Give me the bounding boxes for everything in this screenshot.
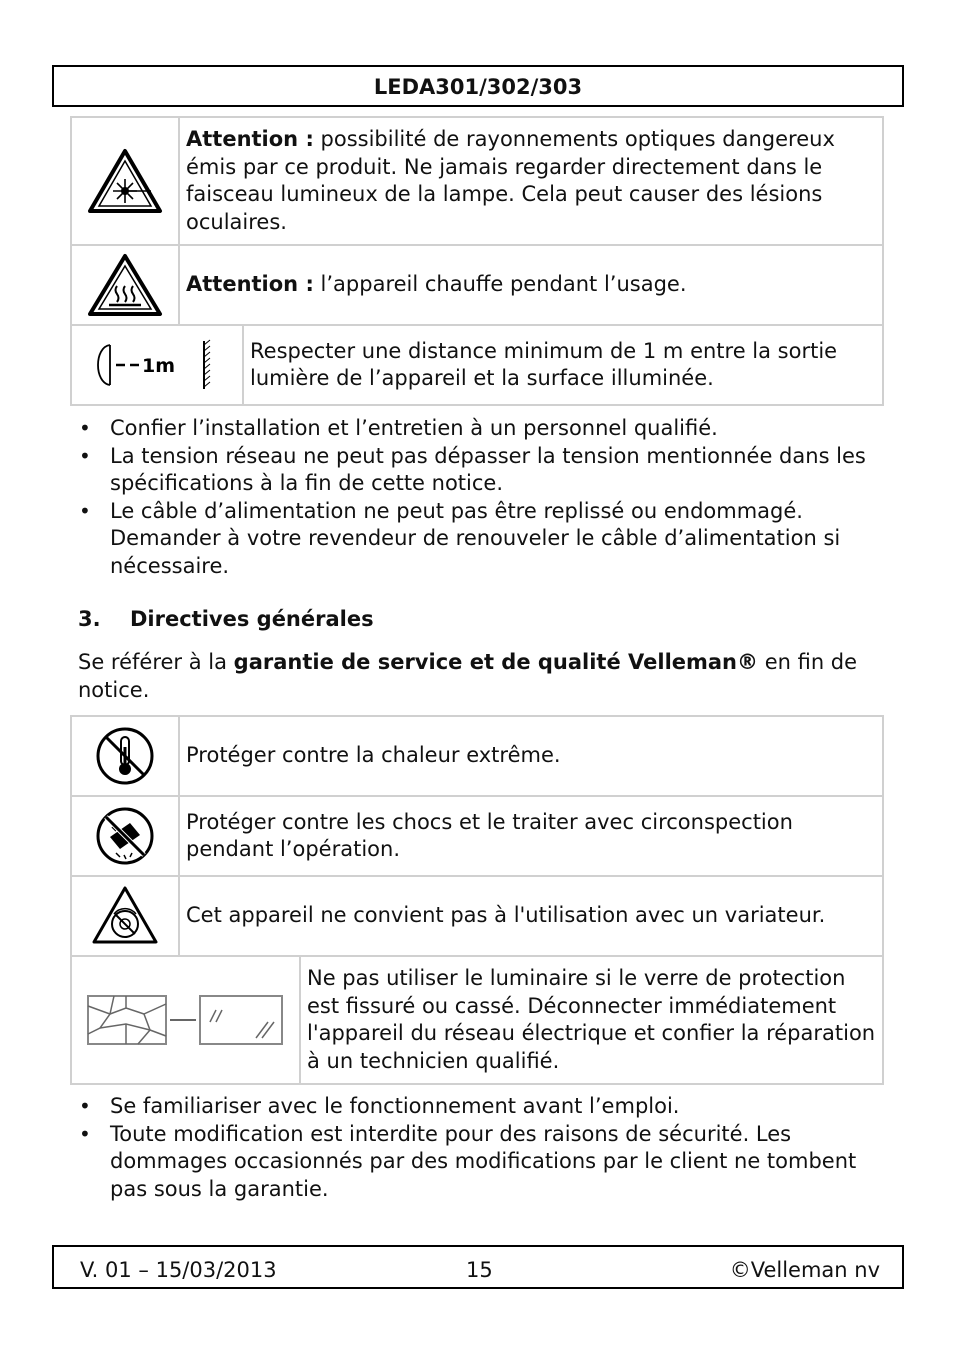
intro-text: Se référer à la bbox=[78, 650, 234, 674]
guideline-row bbox=[71, 956, 883, 1084]
header-title: LEDA301/302/303 bbox=[373, 75, 583, 99]
guideline-text: Cet appareil ne convient pas à l'utilisation avec un variateur. bbox=[186, 903, 826, 928]
no-dimmer-icon bbox=[71, 876, 179, 956]
warning-text: Respecter une distance minimum de 1 m entre la sortie lumière de l’appareil et la surface illuminée. bbox=[250, 338, 838, 390]
intro-bold: garantie de service et de qualité Velleman® bbox=[233, 650, 759, 674]
list-item: • Se familiariser avec le fonctionnement avant l’emploi. bbox=[78, 1093, 888, 1121]
guideline-text: Protéger contre les chocs et le traiter avec circonspection pendant l’opération. bbox=[186, 809, 793, 861]
warning-table bbox=[70, 116, 884, 406]
guideline-row bbox=[71, 796, 883, 876]
no-heat-icon bbox=[71, 716, 179, 796]
list-item: • La tension réseau ne peut pas dépasser la tension mentionnée dans les spécifications à la fin de cette notice. bbox=[78, 443, 888, 498]
hot-surface-warning-icon bbox=[71, 245, 179, 325]
intro-paragraph bbox=[78, 649, 878, 704]
warning-bold-label: Attention : bbox=[186, 127, 314, 151]
list-item: • Le câble d’alimentation ne peut pas être replissé ou endommagé. Demander à votre revendeur de renouveler le câble d’alimentation si nécessaire. bbox=[78, 498, 888, 581]
warning-row bbox=[71, 325, 883, 405]
bullet-list-top bbox=[78, 415, 888, 580]
warning-row bbox=[71, 245, 883, 325]
page-header bbox=[52, 65, 904, 107]
section-number: 3. bbox=[78, 607, 101, 631]
warning-text: l’appareil chauffe pendant l’usage. bbox=[313, 272, 687, 297]
broken-glass-icon bbox=[71, 956, 300, 1084]
section-title: Directives générales bbox=[130, 607, 374, 631]
guideline-text: Protéger contre la chaleur extrême. bbox=[186, 743, 561, 768]
page-number: 15 bbox=[466, 1258, 493, 1282]
laser-warning-icon bbox=[71, 117, 179, 245]
guideline-row bbox=[71, 716, 883, 796]
intro-text-end: en fin de notice. bbox=[78, 650, 858, 702]
guideline-row bbox=[71, 876, 883, 956]
page-footer bbox=[52, 1245, 904, 1289]
list-item: • Confier l’installation et l’entretien à un personnel qualifié. bbox=[78, 415, 888, 443]
warning-row bbox=[71, 117, 883, 245]
distance-label: 1m bbox=[142, 355, 176, 377]
guideline-text: Ne pas utiliser le luminaire si le verre de protection est fissuré ou cassé. Déconnecter immédiatement l'appareil du réseau électrique et confier la réparation à un technicien qualifié. bbox=[307, 966, 876, 1073]
warning-text: possibilité de rayonnements optiques dangereux émis par ce produit. Ne jamais regarder directement dans le faisceau lumineux de la lampe. Cela peut causer des lésions oculaires. bbox=[186, 127, 835, 234]
distance-1m-icon bbox=[71, 325, 243, 405]
footer-copyright: ©Velleman nv bbox=[729, 1258, 880, 1282]
list-item: • Toute modification est interdite pour des raisons de sécurité. Les dommages occasionnés par des modifications par le client ne tombent pas sous la garantie. bbox=[78, 1121, 888, 1204]
no-shock-icon bbox=[71, 796, 179, 876]
guidelines-table bbox=[70, 715, 884, 1085]
warning-bold-label: Attention : bbox=[186, 272, 314, 297]
section-heading bbox=[78, 606, 374, 634]
footer-version: V. 01 – 15/03/2013 bbox=[80, 1258, 277, 1282]
bullet-list-bottom bbox=[78, 1093, 888, 1203]
